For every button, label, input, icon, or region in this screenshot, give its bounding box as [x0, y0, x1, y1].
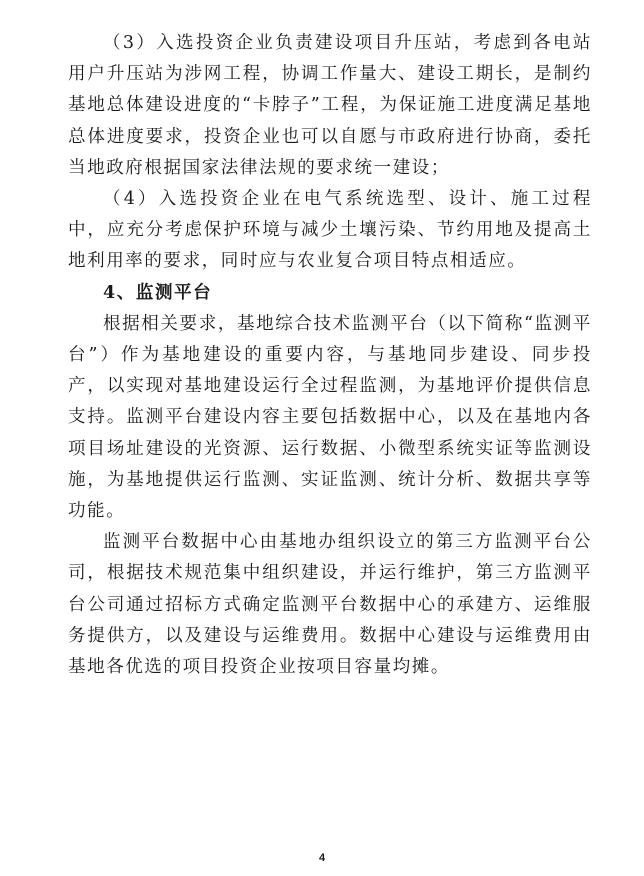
paragraph-data-center: 监测平台数据中心由基地办组织设立的第三方监测平台公司，根据技术规范集中组织建设，并运行维护，第三方监测平台公司通过招标方式确定监测平台数据中心的承建方、运维服务提供方，以及建设与运维费用。数据中心建设与运维费用由基地各优选的项目投资企业按项目容量均摊。: [68, 532, 592, 678]
document-body: [68, 28, 592, 683]
page-number: 4: [318, 852, 326, 864]
paragraph-substation: （3）入选投资企业负责建设项目升压站，考虑到各电站用户升压站为涉网工程，协调工作量大、建设工期长，是制约基地总体建设进度的“卡脖子”工程，为保证施工进度满足基地总体进度要求，投资企业也可以自愿与市政府进行协商，委托当地政府根据国家法律法规的要求统一建设；: [68, 33, 592, 178]
paragraph-electrical-system: （4）入选投资企业在电气系统选型、设计、施工过程中，应充分考虑保护环境与减少土壤污染、节约用地及提高土地利用率的要求，同时应与农业复合项目特点相适应。: [68, 189, 592, 272]
paragraph-monitoring-platform-intro: 根据相关要求，基地综合技术监测平台（以下简称“监测平台”）作为基地建设的重要内容，与基地同步建设、同步投产，以实现对基地建设运行全过程监测，为基地评价提供信息支持。监测平台建设内容主要包括数据中心，以及在基地内各项目场址建设的光资源、运行数据、小微型系统实证等监测设施，为基地提供运行监测、实证监测、统计分析、数据共享等功能。: [68, 313, 592, 522]
section-heading-monitoring-platform: 4、监测平台: [103, 282, 213, 303]
